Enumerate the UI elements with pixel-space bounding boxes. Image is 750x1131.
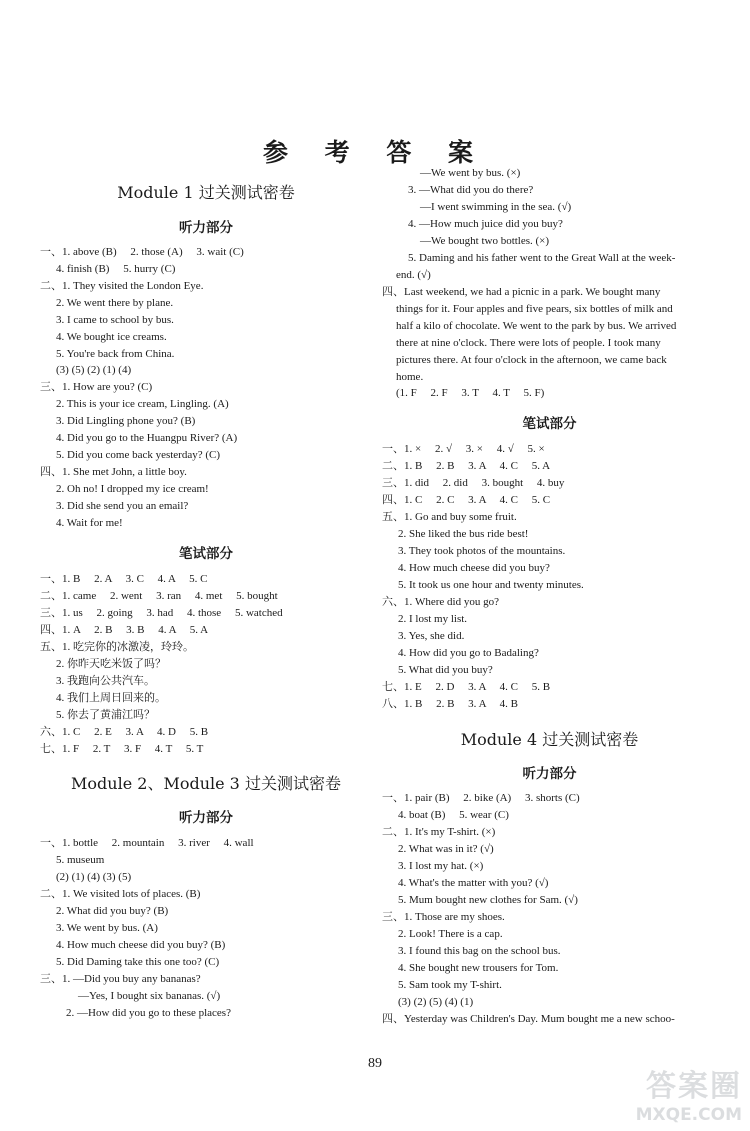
answer-line: 3. We went by bus. (A) <box>56 922 158 934</box>
section-heading: Module 4 过关测试密卷 <box>460 730 639 749</box>
answer-line: 5. You're back from China. <box>56 348 175 360</box>
answer-line: 二、1. B 2. B 3. A 4. C 5. A <box>382 460 551 472</box>
answer-line: 2. I lost my list. <box>398 613 468 625</box>
subsection-heading: 笔试部分 <box>179 546 233 562</box>
answer-line: 5. Mum bought new clothes for Sam. (√) <box>398 894 578 906</box>
answer-line: 一、1. pair (B) 2. bike (A) 3. shorts (C) <box>382 792 580 804</box>
answer-line: (2) (1) (4) (3) (5) <box>56 871 132 883</box>
answer-line: 3. Did Lingling phone you? (B) <box>56 415 196 427</box>
answer-line: 2. 你昨天吃米饭了吗？ <box>56 658 166 670</box>
page-number: 89 <box>368 1056 382 1071</box>
answer-line: 四、Last weekend, we had a picnic in a park. We bought many <box>382 286 661 298</box>
subsection-heading: 听力部分 <box>522 766 577 782</box>
answer-line: 3. I found this bag on the school bus. <box>398 945 561 957</box>
answer-line: (1. F 2. F 3. T 4. T 5. F) <box>396 387 545 399</box>
answer-line: 三、1. How are you? (C) <box>40 381 153 393</box>
answer-line: 一、1. B 2. A 3. C 4. A 5. C <box>40 573 208 585</box>
answer-line: 五、1. Go and buy some fruit. <box>382 511 517 523</box>
answer-line: 四、1. She met John, a little boy. <box>40 466 187 478</box>
answer-line: 七、1. F 2. T 3. F 4. T 5. T <box>40 743 204 755</box>
answer-line: 2. —How did you go to these places? <box>66 1007 231 1019</box>
answer-line: 四、Yesterday was Children's Day. Mum bought me a new schoo- <box>382 1013 675 1025</box>
answer-line: 3. I lost my hat. (×) <box>398 860 484 872</box>
answer-line: end. (√) <box>396 269 431 281</box>
answer-line: 二、1. came 2. went 3. ran 4. met 5. bought <box>40 590 278 602</box>
answer-line: 2. This is your ice cream, Lingling. (A) <box>56 398 229 410</box>
answer-line: 3. Did she send you an email? <box>56 500 189 512</box>
watermark <box>636 1061 742 1125</box>
answer-line: 二、1. They visited the London Eye. <box>40 280 204 292</box>
answer-line: 5. Daming and his father went to the Great Wall at the week- <box>408 252 676 264</box>
answer-line: 2. She liked the bus ride best! <box>398 528 529 540</box>
watermark-logo-text: 答案圈 <box>646 1069 742 1104</box>
answer-line: 5. What did you buy? <box>398 664 493 676</box>
answer-line: 三、1. Those are my shoes. <box>382 911 505 923</box>
answer-line: 4. Did you go to the Huangpu River? (A) <box>56 432 238 444</box>
answer-line: 2. Oh no! I dropped my ice cream! <box>56 483 209 495</box>
answer-line: —We bought two bottles. (×) <box>420 235 550 247</box>
answer-line: 3. Yes, she did. <box>398 630 465 642</box>
answer-line: there at nine o'clock. There were lots of people. I took many <box>396 337 661 349</box>
answer-line: 4. boat (B) 5. wear (C) <box>398 809 509 821</box>
answer-line: 六、1. C 2. E 3. A 4. D 5. B <box>40 726 209 738</box>
answer-line: 二、1. It's my T-shirt. (×) <box>382 826 496 838</box>
answer-line: 六、1. Where did you go? <box>382 596 499 608</box>
answer-line: 五、1. 吃完你的冰激凌，玲玲。 <box>40 641 194 653</box>
answer-line: 八、1. B 2. B 3. A 4. B <box>382 698 518 710</box>
answer-line: things for it. Four apples and five pears, six bottles of milk and <box>396 303 673 315</box>
answer-line: 4. finish (B) 5. hurry (C) <box>56 263 176 275</box>
answer-line: 二、1. We visited lots of places. (B) <box>40 888 201 900</box>
answer-line: 4. What's the matter with you? (√) <box>398 877 549 889</box>
answer-line: 4. —How much juice did you buy? <box>408 218 563 230</box>
answer-line: 2. We went there by plane. <box>56 297 174 309</box>
answer-line: 4. 我们上周日回来的。 <box>56 692 166 704</box>
answer-line: pictures there. At four o'clock in the afternoon, we came back <box>396 354 667 366</box>
answer-line: 4. How did you go to Badaling? <box>398 647 539 659</box>
answer-line: 七、1. E 2. D 3. A 4. C 5. B <box>382 681 551 693</box>
answer-line: 4. How much cheese did you buy? <box>398 562 550 574</box>
answer-line: 4. How much cheese did you buy? (B) <box>56 939 226 951</box>
answer-line: 一、1. bottle 2. mountain 3. river 4. wall <box>40 837 254 849</box>
answer-line: —I went swimming in the sea. (√) <box>420 201 572 213</box>
answer-line: (3) (5) (2) (1) (4) <box>56 364 132 376</box>
answer-line: 5. Sam took my T-shirt. <box>398 979 502 991</box>
answer-line: 4. Wait for me! <box>56 517 123 529</box>
watermark-url: MXQE.COM <box>635 1105 742 1125</box>
answer-line: half a kilo of chocolate. We went to the park by bus. We arrived <box>396 320 677 332</box>
answer-line: (3) (2) (5) (4) (1) <box>398 996 474 1008</box>
answer-line: 四、1. C 2. C 3. A 4. C 5. C <box>382 494 551 506</box>
answer-line: 5. Did you come back yesterday? (C) <box>56 449 221 461</box>
answer-line: 3. They took photos of the mountains. <box>398 545 566 557</box>
answer-line: 三、1. did 2. did 3. bought 4. buy <box>382 477 565 489</box>
answer-line: 3. 我跑向公共汽车。 <box>56 675 155 687</box>
answer-line: 4. We bought ice creams. <box>56 331 167 343</box>
answer-line: 2. What was in it? (√) <box>398 843 494 855</box>
answer-line: 2. What did you buy? (B) <box>56 905 169 917</box>
subsection-heading: 笔试部分 <box>522 416 577 432</box>
section-heading: Module 1 过关测试密卷 <box>117 183 295 202</box>
answer-line: 5. Did Daming take this one too? (C) <box>56 956 220 968</box>
page-title: 参 考 答 案 <box>262 138 488 167</box>
subsection-heading: 听力部分 <box>179 810 233 826</box>
answer-line: —We went by bus. (×) <box>420 167 521 179</box>
answer-line: 四、1. A 2. B 3. B 4. A 5. A <box>40 624 209 636</box>
answer-line: 3. I came to school by bus. <box>56 314 174 326</box>
answer-line: 3. —What did you do there? <box>408 184 534 196</box>
answer-line: 三、1. us 2. going 3. had 4. those 5. watched <box>40 607 283 619</box>
answer-line: 5. museum <box>56 854 105 866</box>
answer-line: 4. She bought new trousers for Tom. <box>398 962 559 974</box>
answer-line: —Yes, I bought six bananas. (√) <box>78 990 221 1002</box>
answer-line: 三、1. —Did you buy any bananas? <box>40 973 201 985</box>
answer-line: home. <box>396 371 424 383</box>
section-heading: Module 2、Module 3 过关测试密卷 <box>71 774 341 793</box>
answer-line: 一、1. above (B) 2. those (A) 3. wait (C) <box>40 246 244 258</box>
subsection-heading: 听力部分 <box>179 220 233 236</box>
answer-line: 5. It took us one hour and twenty minutes. <box>398 579 584 591</box>
answer-line: 一、1. × 2. √ 3. × 4. √ 5. × <box>382 443 545 455</box>
answer-line: 5. 你去了黄浦江吗？ <box>56 709 155 721</box>
answer-line: 2. Look! There is a cap. <box>398 928 503 940</box>
